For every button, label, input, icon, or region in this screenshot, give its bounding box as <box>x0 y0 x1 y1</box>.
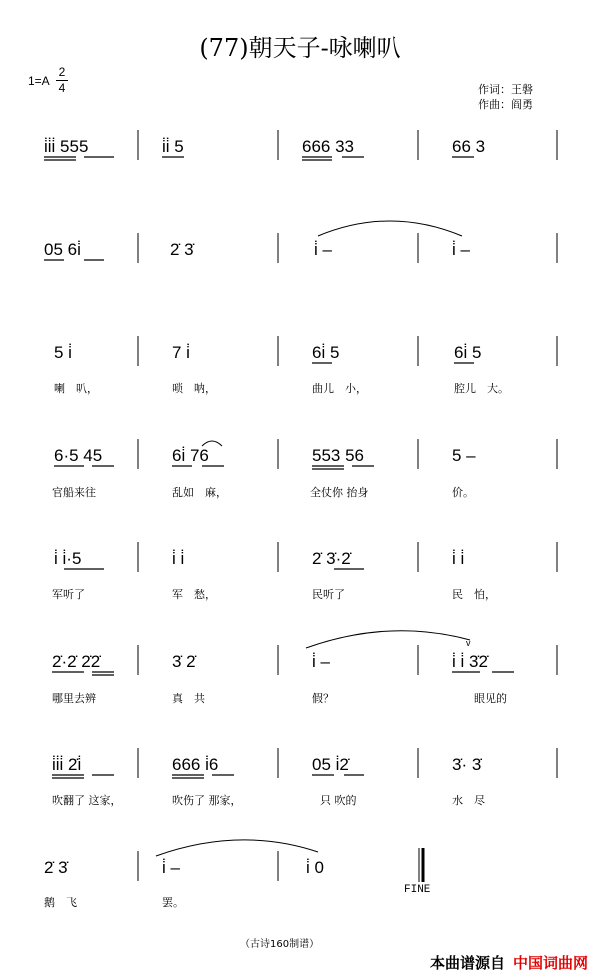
lyric-8-2: 罢。 <box>162 896 184 909</box>
measure-7-3: 05 i̇2̇ <box>312 755 349 774</box>
footer-brand-site: 中国词曲网 <box>512 954 588 972</box>
lyric-5-3: 民听了 <box>312 588 345 601</box>
measure-5-2: i̇ i̇ <box>172 549 185 568</box>
measure-2-3: i̇ – <box>314 240 332 259</box>
measure-7-1: i̇i̇i̇ 2̇i̇ <box>52 755 82 774</box>
lyric-5-4: 民 怕， <box>452 588 496 601</box>
measure-8-3: i̇ 0 <box>306 858 324 877</box>
song-title: (77)朝天子-咏喇叭 <box>199 34 401 62</box>
measure-2-4: i̇ – <box>452 240 470 259</box>
lyric-3-4: 腔儿 大。 <box>454 382 509 395</box>
measure-1-1: i̇i̇i̇ 555 <box>44 137 89 156</box>
measure-3-1: 5 i̇ <box>54 343 72 362</box>
time-signature-bottom: 4 <box>58 81 66 95</box>
measure-4-3: 553 56 <box>312 446 364 465</box>
lyric-4-3: 全仗你 抬身 <box>310 486 369 499</box>
lyric-7-4: 水 尽 <box>452 794 485 807</box>
lyric-3-2: 唢 呐， <box>172 382 216 395</box>
lyric-4-1: 官船来往 <box>52 486 96 499</box>
lyric-6-4: 眼见的 <box>474 692 507 705</box>
measure-8-1: 2̇ 3̇ <box>44 858 68 877</box>
footer-source-note: （古诗160制谱） <box>240 939 320 950</box>
measure-6-3: i̇ – <box>312 652 330 671</box>
measure-1-4: 66 3 <box>452 137 486 156</box>
measure-6-4: i̇ i̇ 3̇2̇ <box>452 652 488 671</box>
measure-4-1: 6·5 45 <box>54 446 103 465</box>
lyric-7-3: 只 吹的 <box>320 794 357 807</box>
breath-mark: v <box>466 638 471 648</box>
measure-7-4: 3̇· 3̇ <box>452 755 482 774</box>
lyric-8-1: 鹅 飞 <box>44 896 77 909</box>
lyricist: 作词：王磐 <box>478 83 533 96</box>
lyric-6-3: 假？ <box>312 692 334 705</box>
footer-brand-prefix: 本曲谱源自 <box>429 954 505 972</box>
composer: 作曲：阎勇 <box>478 98 533 111</box>
measure-1-3: 666 33 <box>302 137 354 156</box>
measure-5-3: 2̇ 3̇·2̇ <box>312 549 351 568</box>
measure-4-4: 5 – <box>452 446 476 465</box>
lyric-3-3: 曲儿 小， <box>312 382 367 395</box>
measure-3-4: 6i̇ 5 <box>454 343 482 362</box>
lyric-6-2: 真 共 <box>172 692 205 705</box>
measure-2-2: 2̇ 3̇ <box>170 240 194 259</box>
tie-arc <box>318 221 462 236</box>
measure-6-1: 2̇·2̇ 2̇2̇ <box>52 652 101 671</box>
measure-8-2: i̇ – <box>162 858 180 877</box>
lyric-6-1: 哪里去辨 <box>52 692 96 705</box>
measure-3-3: 6i̇ 5 <box>312 343 340 362</box>
measure-5-4: i̇ i̇ <box>452 549 465 568</box>
lyric-3-1: 喇 叭， <box>54 382 98 395</box>
measure-6-2: 3̇ 2̇ <box>172 652 196 671</box>
measure-3-2: 7 i̇ <box>172 343 190 362</box>
slur-arc <box>202 441 222 446</box>
measure-7-2: 666 i̇6 <box>172 755 219 774</box>
fine-mark: FINE <box>404 884 431 896</box>
time-signature-top: 2 <box>58 65 66 79</box>
footer-brand <box>430 952 588 973</box>
lyric-5-1: 军听了 <box>52 588 85 601</box>
tie-arc <box>306 631 470 648</box>
measure-2-1: 05 6i̇ <box>44 240 81 259</box>
tie-arc <box>156 840 318 856</box>
measure-1-2: i̇i̇ 5 <box>162 137 184 156</box>
key-signature: 1=A <box>28 74 50 88</box>
lyric-7-2: 吹伤了 那家， <box>172 794 242 807</box>
measure-4-2: 6i̇ 76 <box>172 446 209 465</box>
lyric-7-1: 吹翻了 这家， <box>52 794 122 807</box>
lyric-5-2: 军 愁， <box>172 588 216 601</box>
lyric-4-2: 乱如 麻， <box>172 486 227 499</box>
measure-5-1: i̇ i̇·5 <box>54 549 82 568</box>
lyric-4-4: 价。 <box>452 486 474 499</box>
